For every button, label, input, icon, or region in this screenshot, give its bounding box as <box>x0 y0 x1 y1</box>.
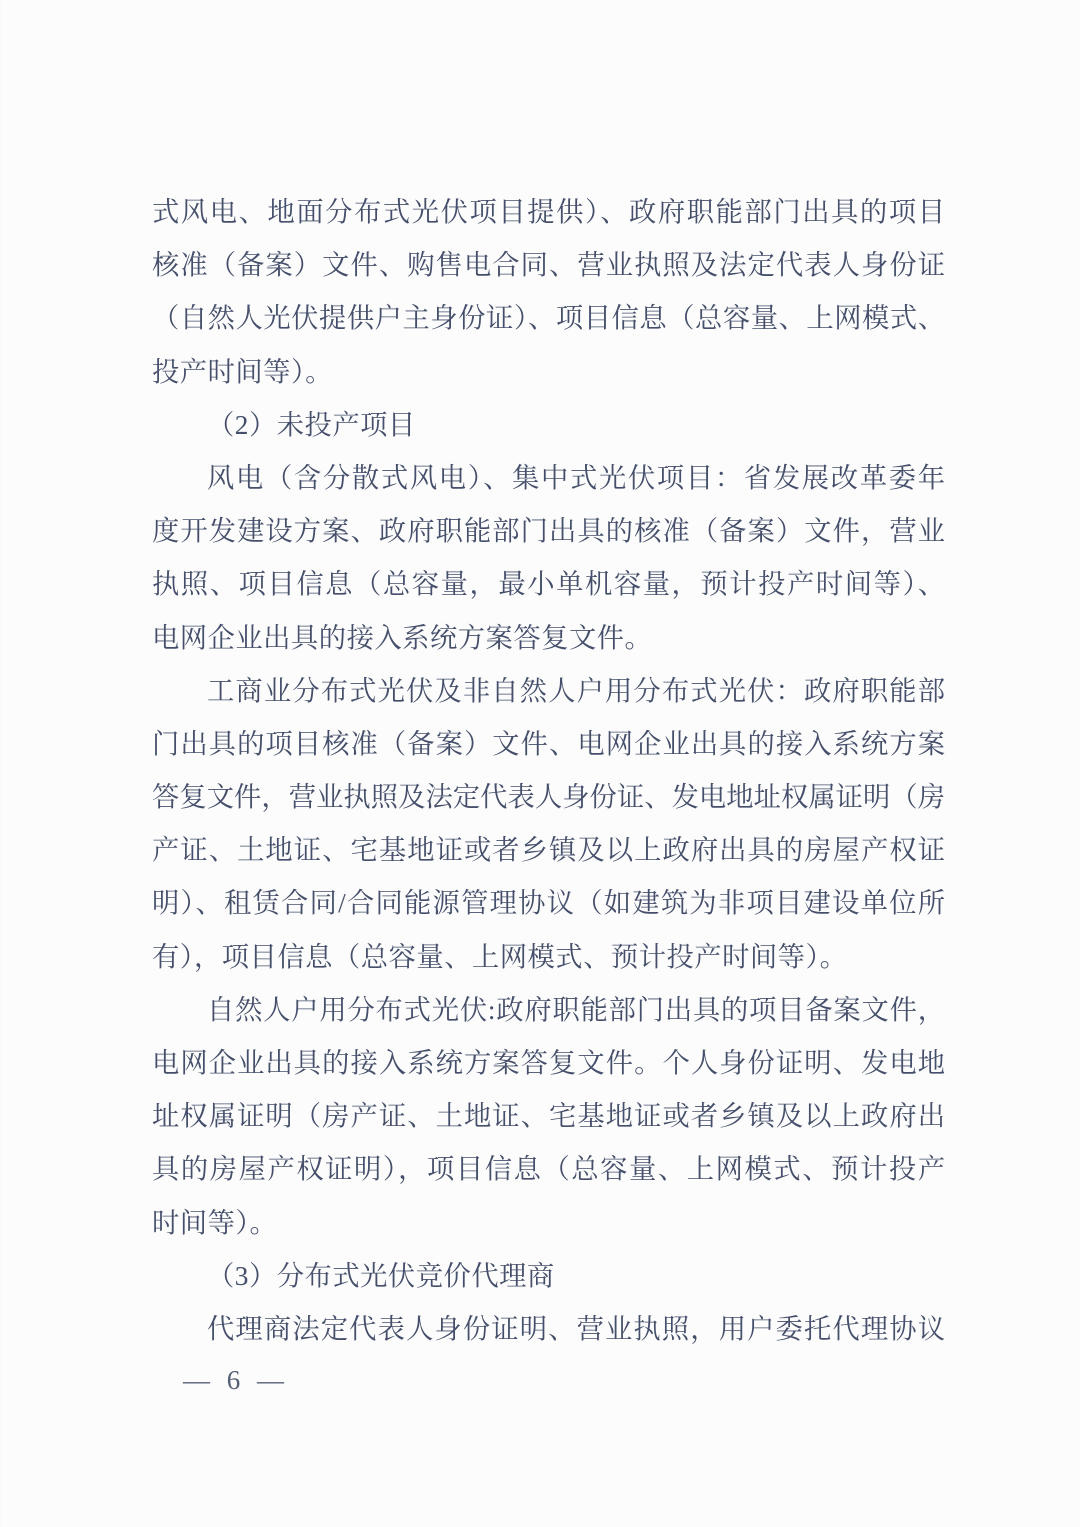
text-line: 门出具的项目核准（备案）文件、电网企业出具的接入系统方案 <box>152 728 945 759</box>
text-line: 时间等）。 <box>152 1207 278 1238</box>
text-line: 有），项目信息（总容量、上网模式、预计投产时间等）。 <box>152 941 848 972</box>
page-number: — 6 — <box>183 1365 289 1395</box>
text-line: 度开发建设方案、政府职能部门出具的核准（备案）文件，营业 <box>152 516 945 547</box>
text-line: 执照、项目信息（总容量，最小单机容量，预计投产时间等）、 <box>152 569 945 600</box>
section-heading-3: （3）分布式光伏竞价代理商 <box>207 1260 555 1291</box>
text-line: 电网企业出具的接入系统方案答复文件。个人身份证明、发电地 <box>152 1048 945 1078</box>
text-line: 明）、租赁合同/合同能源管理协议（如建筑为非项目建设单位所 <box>152 888 945 919</box>
text-line: 投产时间等）。 <box>152 356 333 387</box>
text-line: 具的房屋产权证明），项目信息（总容量、上网模式、预计投产 <box>152 1154 945 1185</box>
document-body <box>152 186 945 1356</box>
text-line: 电网企业出具的接入系统方案答复文件。 <box>152 622 653 653</box>
text-line: 址权属证明（房产证、土地证、宅基地证或者乡镇及以上政府出 <box>152 1101 945 1132</box>
text-line: 式风电、地面分布式光伏项目提供）、政府职能部门出具的项目 <box>152 197 945 227</box>
text-line: 产证、土地证、宅基地证或者乡镇及以上政府出具的房屋产权证 <box>152 835 945 866</box>
text-line: 风电（含分散式风电）、集中式光伏项目：省发展改革委年 <box>207 462 945 493</box>
text-line: 答复文件，营业执照及法定代表人身份证、发电地址权属证明（房 <box>152 782 945 813</box>
text-line: （自然人光伏提供户主身份证）、项目信息（总容量、上网模式、 <box>152 303 945 334</box>
text-line: 自然人户用分布式光伏:政府职能部门出具的项目备案文件， <box>207 994 945 1025</box>
text-line: 工商业分布式光伏及非自然人户用分布式光伏：政府职能部 <box>207 675 945 706</box>
section-heading-2: （2）未投产项目 <box>207 409 416 440</box>
text-line: 代理商法定代表人身份证明、营业执照，用户委托代理协议 <box>207 1313 945 1344</box>
text-line: 核准（备案）文件、购售电合同、营业执照及法定代表人身份证 <box>152 250 945 281</box>
